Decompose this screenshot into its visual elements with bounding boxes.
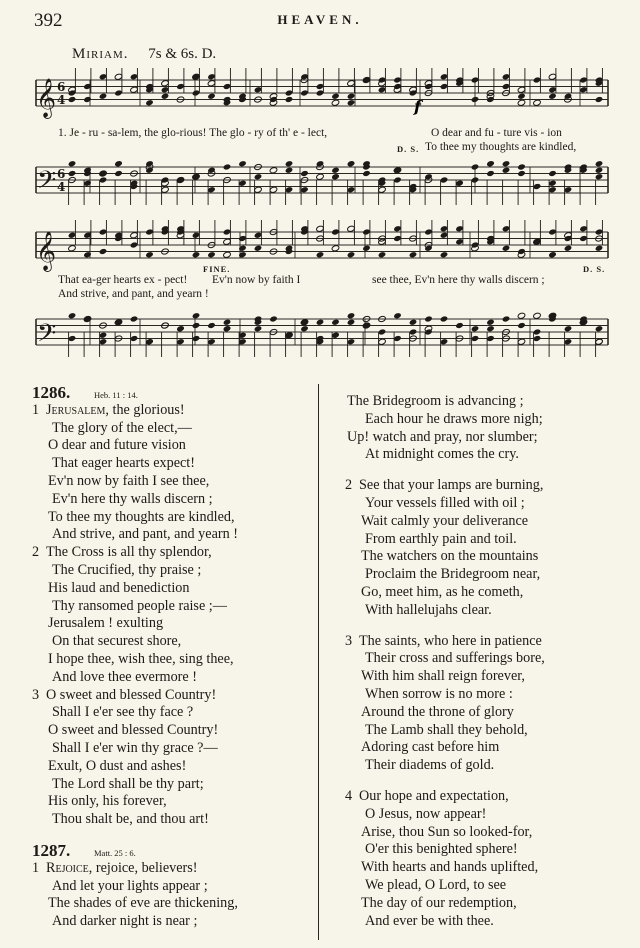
- verse-line: [345, 686, 635, 704]
- note-head: [145, 99, 153, 106]
- lyric-line: O dear and fu - ture vis - ion: [431, 127, 562, 139]
- time-signature: 4: [57, 180, 66, 194]
- verse-text: His only, his forever,: [48, 793, 167, 810]
- note-head: [517, 163, 525, 170]
- note-head: [486, 319, 494, 326]
- verse-line: [345, 513, 635, 531]
- verse-text: O sweet and blessed Country!: [46, 686, 217, 703]
- note-head: [316, 173, 324, 180]
- verse: [345, 393, 635, 464]
- note-head: [254, 173, 262, 180]
- note-head: [223, 325, 231, 332]
- verse: [32, 687, 314, 829]
- note-head: [517, 312, 525, 319]
- verse-line: [32, 526, 314, 544]
- note-head: [238, 251, 246, 258]
- note-head: [517, 322, 525, 329]
- verse-line: [345, 633, 635, 651]
- note-head: [207, 251, 215, 258]
- notes: [68, 68, 606, 357]
- verse-text: Jerusalem ! exulting: [48, 615, 164, 632]
- note-head: [316, 251, 324, 258]
- verse-text: The Lord shall be thy part;: [52, 775, 204, 792]
- note-head: [362, 170, 370, 177]
- note-head: [285, 96, 293, 103]
- verse-text: When sorrow is no more :: [365, 685, 513, 702]
- verse-line: [32, 687, 314, 705]
- note-head: [254, 245, 262, 252]
- verse-number: 1: [32, 859, 40, 876]
- verse-text: Shall I e'er see thy face ?: [52, 704, 194, 721]
- verse-text: The saints, who here in patience: [359, 632, 542, 649]
- note-head: [347, 93, 355, 100]
- note-head: [161, 93, 169, 100]
- note-head: [564, 245, 572, 252]
- verse-text: To thee my thoughts are kindled,: [48, 508, 235, 525]
- note-head: [285, 167, 293, 174]
- verse-line: [345, 584, 635, 602]
- note-head: [486, 160, 494, 167]
- verse-line: [32, 420, 314, 438]
- right-column: [345, 393, 635, 930]
- verse-line: [345, 913, 635, 931]
- verse-line: [32, 562, 314, 580]
- verse-line: [32, 758, 314, 776]
- note-head: [502, 160, 510, 167]
- verse-text: Thou shalt be, and thou art!: [52, 811, 209, 828]
- note-head: [595, 167, 603, 174]
- note-head: [331, 245, 339, 252]
- verse-text: And darker night is near ;: [52, 913, 198, 930]
- note-head: [331, 173, 339, 180]
- verse-text: The Lamb shall they behold,: [365, 721, 528, 738]
- verse-text: Our hope and expectation,: [359, 787, 509, 804]
- note-head: [223, 163, 231, 170]
- note-head: [68, 245, 76, 252]
- lyric-line: 1. Je - ru - sa-lem, the glo-rious! The glo - ry of th' e - lect,: [58, 127, 328, 139]
- verse-text: The Bridegroom is advancing ;: [347, 393, 524, 409]
- note-head: [300, 325, 308, 332]
- verse-text: On that securest shore,: [52, 633, 182, 650]
- note-head: [269, 167, 277, 174]
- verse-line: [345, 824, 635, 842]
- note-head: [595, 96, 603, 103]
- verse-line: [32, 491, 314, 509]
- verse: [32, 860, 314, 931]
- verse-line: [345, 704, 635, 722]
- note-head: [347, 312, 355, 319]
- time-signature: 4: [57, 93, 66, 107]
- verse-line: [345, 739, 635, 757]
- time-signature: 6: [57, 167, 66, 181]
- note-head: [331, 167, 339, 174]
- note-head: [595, 173, 603, 180]
- verse-line: [32, 598, 314, 616]
- verse-line: [345, 877, 635, 895]
- note-head: [207, 322, 215, 329]
- verse: [32, 402, 314, 544]
- verse-text: And ever be with thee.: [365, 912, 494, 929]
- verse-text: The shades of eve are thickening,: [48, 895, 238, 912]
- verse-number: 4: [345, 787, 353, 804]
- note-head: [68, 96, 76, 103]
- verse-number: 2: [32, 544, 40, 561]
- verse-text: Jerusalem, the glorious!: [46, 401, 185, 418]
- verse-line: [345, 895, 635, 913]
- page-number: 392: [34, 10, 63, 31]
- verse-line: [345, 429, 635, 447]
- verse-line: [345, 477, 635, 495]
- verse-text: And love thee evermore !: [52, 668, 197, 685]
- note-head: [595, 160, 603, 167]
- note-head: [316, 319, 324, 326]
- verse-text: That eager hearts expect!: [52, 455, 195, 472]
- hymn-number: 1286.: [32, 383, 71, 402]
- note-head: [409, 319, 417, 326]
- note-head: [331, 319, 339, 326]
- note-head: [207, 93, 215, 100]
- verse-text: At midnight comes the cry.: [365, 446, 519, 463]
- lyric-line: To thee my thoughts are kindled,: [425, 141, 577, 153]
- verse-line: [345, 411, 635, 429]
- verse-line: [32, 633, 314, 651]
- verse-line: [32, 455, 314, 473]
- verse-line: [345, 602, 635, 620]
- verse-text: The Cross is all thy splendor,: [46, 544, 212, 561]
- verse-text: We plead, O Lord, to see: [365, 876, 507, 893]
- fine-mark: FINE.: [203, 264, 231, 274]
- verse-line: [345, 757, 635, 775]
- verse-line: [345, 650, 635, 668]
- note-head: [331, 99, 339, 106]
- clefs: [36, 78, 65, 354]
- verse-text: From earthly pain and toil.: [365, 530, 517, 547]
- time-signature: 6: [57, 80, 66, 94]
- note-head: [347, 99, 355, 106]
- verse-text: Arise, thou Sun so looked-for,: [361, 823, 533, 840]
- verse-line: [345, 841, 635, 859]
- note-head: [533, 312, 541, 319]
- verse-line: [32, 895, 314, 913]
- bass-clef-icon: 𝄢: [37, 166, 57, 201]
- note-head: [223, 319, 231, 326]
- note-head: [595, 245, 603, 252]
- verse: [345, 477, 635, 619]
- verse-line: [345, 806, 635, 824]
- left-column: [32, 384, 314, 931]
- verse-line: [32, 878, 314, 896]
- note-head: [393, 312, 401, 319]
- note-head: [486, 170, 494, 177]
- verse-text: And let your lights appear ;: [52, 877, 208, 894]
- verse-text: The Crucified, thy praise ;: [52, 561, 202, 578]
- verse-line: [32, 473, 314, 491]
- verse: [345, 633, 635, 775]
- note-head: [331, 93, 339, 100]
- note-head: [238, 245, 246, 252]
- verse-line: [32, 740, 314, 758]
- verse-text: O Jesus, now appear!: [365, 805, 487, 822]
- ds-mark: D. S.: [397, 144, 420, 154]
- verse-number: 3: [345, 632, 353, 649]
- verse: [32, 544, 314, 686]
- verse-line: [32, 811, 314, 829]
- verse-text: Exult, O dust and ashes!: [48, 757, 187, 774]
- verse-text: Each hour he draws more nigh;: [365, 410, 543, 427]
- verse-text: The watchers on the mountains: [361, 548, 539, 565]
- verse-line: [345, 788, 635, 806]
- note-head: [347, 319, 355, 326]
- verse-line: [32, 669, 314, 687]
- note-head: [83, 251, 91, 258]
- verse-line: [32, 776, 314, 794]
- verse-line: [32, 509, 314, 527]
- staff-lines: [36, 80, 608, 345]
- verse-line: [32, 580, 314, 598]
- scripture-reference: Matt. 25 : 6.: [94, 847, 136, 858]
- verse-line: [345, 668, 635, 686]
- verse-text: O'er this benighted sphere!: [365, 841, 518, 858]
- verse-text: Ev'n here thy walls discern ;: [52, 490, 213, 507]
- note-head: [502, 245, 510, 252]
- note-head: [409, 251, 417, 258]
- note-head: [517, 99, 525, 106]
- verse: [345, 788, 635, 930]
- note-head: [424, 315, 432, 322]
- verse-text: I hope thee, wish thee, sing thee,: [48, 650, 234, 667]
- note-head: [517, 93, 525, 100]
- note-head: [564, 325, 572, 332]
- verse-line: [32, 544, 314, 562]
- verse-line: [345, 531, 635, 549]
- verse-text: Thy ransomed people raise ;—: [52, 597, 227, 614]
- note-head: [378, 251, 386, 258]
- bass-clef-icon: 𝄢: [37, 319, 57, 354]
- hymn-heading: [32, 384, 314, 402]
- verse-text: Ev'n now by faith I see thee,: [48, 472, 210, 489]
- verse-text: O sweet and blessed Country!: [48, 722, 219, 739]
- verse-line: [32, 793, 314, 811]
- note-head: [192, 322, 200, 329]
- treble-clef-icon: 𝄞: [36, 231, 57, 271]
- scripture-reference: Heb. 11 : 14.: [94, 390, 138, 400]
- note-head: [99, 93, 107, 100]
- note-head: [68, 160, 76, 167]
- note-head: [471, 96, 479, 103]
- verse-line: [32, 704, 314, 722]
- note-head: [285, 160, 293, 167]
- verse-line: [345, 859, 635, 877]
- verse-text: O dear and future vision: [48, 437, 186, 454]
- verse-text: Proclaim the Bridegroom near,: [365, 566, 541, 583]
- note-head: [502, 167, 510, 174]
- note-head: [517, 170, 525, 177]
- note-head: [502, 315, 510, 322]
- verse-text: Go, meet him, as he cometh,: [361, 583, 524, 600]
- verse-line: [32, 722, 314, 740]
- note-head: [548, 93, 556, 100]
- note-head: [486, 325, 494, 332]
- verse-number: 2: [345, 477, 353, 494]
- note-head: [440, 251, 448, 258]
- verse-text: Wait calmly your deliverance: [361, 512, 529, 529]
- verse-line: [345, 495, 635, 513]
- verse-line: [345, 393, 635, 411]
- note-head: [440, 315, 448, 322]
- verse-line: [345, 548, 635, 566]
- note-head: [145, 251, 153, 258]
- note-head: [254, 325, 262, 332]
- verse-number: 3: [32, 686, 40, 703]
- hymn-heading: [32, 842, 314, 860]
- running-title: HEAVEN.: [277, 12, 363, 27]
- verse-text: Rejoice, rejoice, believers!: [46, 859, 198, 876]
- note-head: [548, 170, 556, 177]
- tune-name: Miriam.: [72, 46, 129, 62]
- note-head: [192, 312, 200, 319]
- verse-text: See that your lamps are burning,: [359, 477, 544, 494]
- lyric-line: Ev'n now by faith I: [212, 274, 301, 286]
- verse-line: [345, 446, 635, 464]
- lyric-line: And strive, and pant, and yearn !: [58, 288, 209, 300]
- ds-mark: D. S.: [583, 264, 606, 274]
- verse-number: 1: [32, 401, 40, 418]
- verse-text: Around the throne of glory: [361, 703, 514, 720]
- verse-text: The glory of the elect,—: [52, 419, 192, 436]
- verse-text: Up! watch and pray, nor slumber;: [347, 428, 538, 445]
- verse-line: [32, 615, 314, 633]
- verse-text: With hearts and hands uplifted,: [361, 859, 539, 876]
- note-head: [83, 96, 91, 103]
- tune-meter: 7s & 6s. D.: [148, 46, 217, 62]
- verse-text: Adoring cast before him: [361, 739, 500, 756]
- note-head: [471, 325, 479, 332]
- note-head: [548, 251, 556, 258]
- hymn-number: 1287.: [32, 840, 71, 860]
- verse-line: [32, 651, 314, 669]
- note-head: [192, 251, 200, 258]
- note-head: [99, 248, 107, 255]
- verse-line: [345, 566, 635, 584]
- music-score: [0, 0, 640, 380]
- note-head: [455, 322, 463, 329]
- verse-text: Your vessels filled with oil ;: [365, 494, 525, 511]
- note-head: [269, 315, 277, 322]
- column-divider: [318, 384, 319, 940]
- forte-mark: f: [414, 97, 421, 116]
- note-head: [68, 170, 76, 177]
- verse-text: With him shall reign forever,: [361, 668, 525, 685]
- verse-text: And strive, and pant, and yearn !: [52, 526, 238, 543]
- note-head: [223, 251, 231, 258]
- note-head: [238, 160, 246, 167]
- note-head: [347, 160, 355, 167]
- note-head: [471, 163, 479, 170]
- note-head: [300, 170, 308, 177]
- note-head: [362, 245, 370, 252]
- verse-text: Their cross and sufferings bore,: [365, 650, 545, 667]
- verse-line: [32, 437, 314, 455]
- note-head: [114, 170, 122, 177]
- verse-text: The day of our redemption,: [361, 894, 517, 911]
- verse-text: Shall I e'er win thy grace ?—: [52, 739, 218, 756]
- note-head: [114, 160, 122, 167]
- verse-line: [32, 860, 314, 878]
- verse-line: [32, 913, 314, 931]
- note-head: [347, 251, 355, 258]
- treble-clef-icon: 𝄞: [36, 78, 57, 118]
- note-head: [595, 325, 603, 332]
- verse-text: With hallelujahs clear.: [365, 601, 492, 618]
- note-head: [533, 99, 541, 106]
- lyric-line: see thee, Ev'n here thy walls discern ;: [372, 274, 545, 286]
- lyric-line: That ea-ger hearts ex - pect!: [58, 274, 188, 286]
- verse-text: His laud and benediction: [48, 579, 190, 596]
- note-head: [68, 312, 76, 319]
- note-head: [130, 315, 138, 322]
- verse-line: [345, 722, 635, 740]
- verse-text: Their diadems of gold.: [365, 757, 495, 774]
- note-head: [176, 325, 184, 332]
- verse-line: [32, 402, 314, 420]
